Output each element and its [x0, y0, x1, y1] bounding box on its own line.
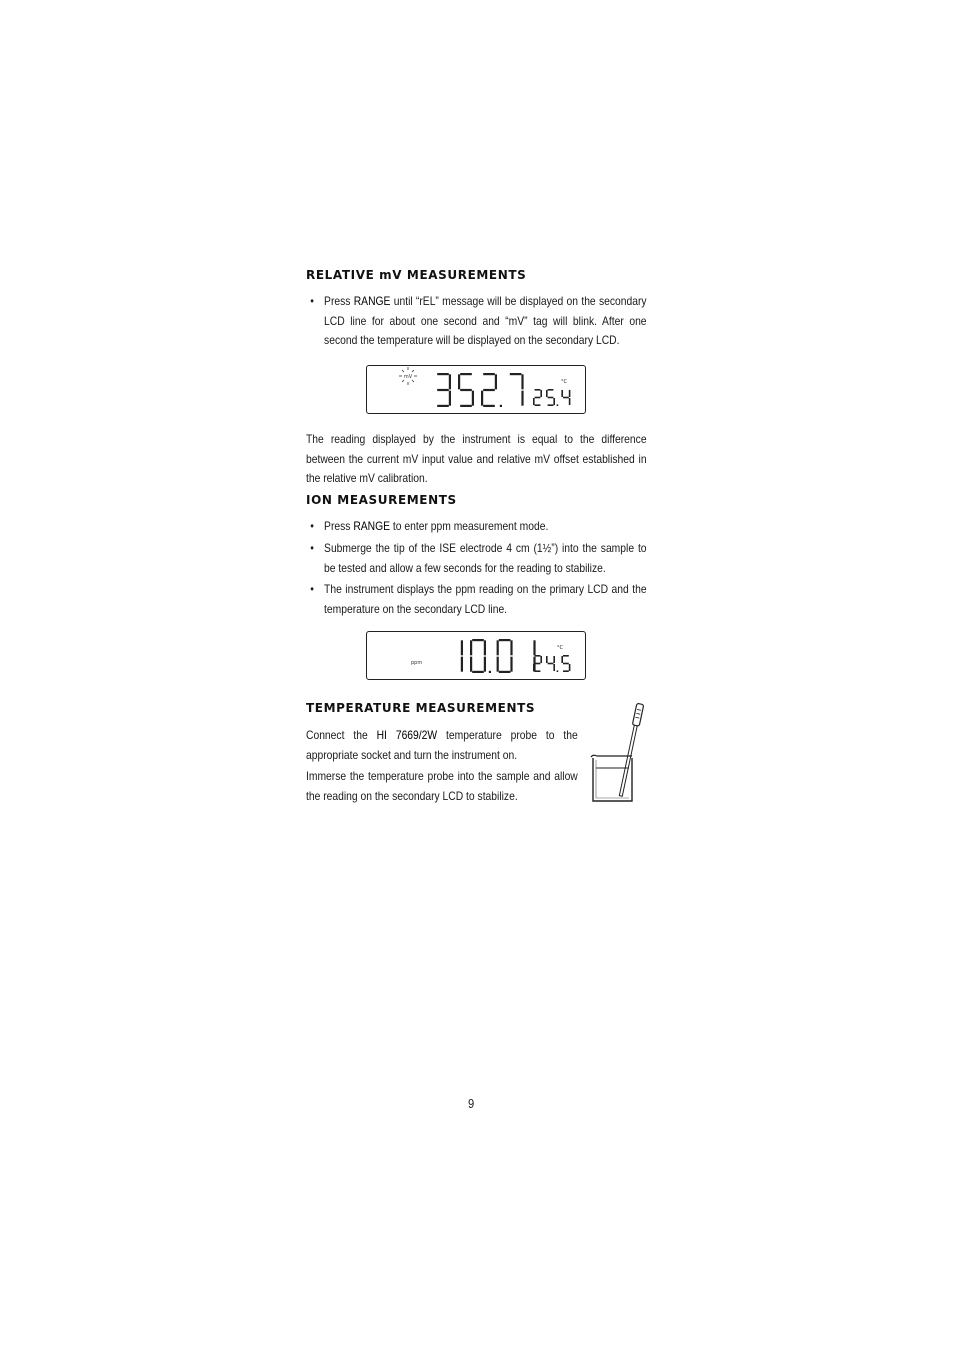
segment-a [499, 639, 511, 641]
segment-g [535, 397, 541, 399]
segment-b [449, 374, 451, 389]
segment-f [458, 374, 460, 389]
segment-b [533, 640, 535, 655]
list-item [306, 580, 647, 619]
segment-d [437, 405, 449, 407]
segment-a [510, 373, 522, 375]
segment-c [553, 664, 555, 671]
segment-d [499, 671, 511, 673]
bullet-icon: • [310, 519, 314, 533]
segment-b [461, 640, 463, 655]
mv-blink-icon [399, 367, 417, 385]
segment-b [510, 640, 512, 655]
segment-c [569, 664, 571, 671]
section-heading-relative-mv: RELATIVE mV MEASUREMENTS [306, 268, 527, 282]
segment-f [546, 656, 548, 663]
segment-g [548, 663, 554, 665]
lcd-primary-value [461, 639, 536, 673]
segment-c [521, 391, 523, 406]
segment-e [533, 398, 535, 405]
decimal-point [489, 671, 491, 673]
segment-f [561, 390, 563, 397]
segment-g [563, 663, 569, 665]
segment-d [563, 670, 569, 672]
text: until “rEL” message will be displayed on the secondary LCD line for about one second and “mV” tag will blink. After one second the temperature will be displayed on the secondary LCD. [324, 294, 647, 347]
list-item [306, 292, 647, 351]
segment-c [449, 391, 451, 406]
segment-b [540, 390, 542, 397]
text: temperature probe to the appropriate socket and turn the instrument on. [306, 728, 578, 762]
segment-c [553, 398, 555, 405]
segment-e [470, 657, 472, 672]
text: The instrument displays the ppm reading on the primary LCD and the temperature on the secondary LCD line. [324, 582, 647, 616]
body-paragraph: Immerse the temperature probe into the sample and allow the reading on the secondary LCD to stabilize. [306, 769, 578, 803]
segment-a [563, 655, 569, 657]
segment-e [533, 664, 535, 671]
segment-g [535, 663, 541, 665]
list-item [306, 539, 647, 578]
svg-text:mV: mV [403, 374, 413, 380]
segment-d [483, 405, 495, 407]
segment-a [437, 373, 449, 375]
segment-a [483, 373, 495, 375]
decimal-point [557, 404, 559, 406]
segment-c [472, 391, 474, 406]
segment-g [548, 397, 554, 399]
text: Press [324, 519, 354, 533]
segment-c [461, 657, 463, 672]
lcd-display-mv [366, 365, 586, 414]
bullet-icon: • [310, 294, 314, 308]
beaker-probe-icon [588, 702, 658, 806]
segment-b [484, 640, 486, 655]
segment-f [470, 640, 472, 655]
lcd-segments [367, 366, 585, 413]
text: to enter ppm measurement mode. [390, 519, 549, 533]
segment-b [495, 374, 497, 389]
list-item [306, 517, 647, 537]
segment-c [484, 657, 486, 672]
key-name: RANGE [353, 519, 391, 533]
celsius-unit: °C [557, 645, 563, 651]
segment-e [497, 657, 499, 672]
body-paragraph: The reading displayed by the instrument is equal to the difference between the current mV input value and relative mV offset established in the relative mV calibration. [306, 432, 647, 485]
key-name: RANGE [353, 294, 391, 308]
celsius-unit: °C [561, 379, 567, 385]
lcd-primary-value [437, 373, 523, 407]
segment-g [437, 389, 449, 391]
page-number: 9 [468, 1096, 475, 1111]
section-heading-ion: ION MEASUREMENTS [306, 493, 457, 507]
segment-g [483, 389, 495, 391]
segment-e [481, 391, 483, 406]
text: Submerge the tip of the ISE electrode 4 cm (1½”) into the sample to be tested and allow a few seconds for the reading to stabilize. [324, 541, 647, 575]
segment-a [535, 389, 541, 391]
section-heading-temperature: TEMPERATURE MEASUREMENTS [306, 701, 536, 715]
text: Press [324, 294, 354, 308]
segment-a [548, 389, 554, 391]
segment-d [535, 670, 541, 672]
segment-c [510, 657, 512, 672]
segment-d [460, 405, 472, 407]
segment-f [546, 390, 548, 397]
ppm-tag: ppm [411, 660, 423, 666]
lcd-display-ppm [366, 631, 586, 680]
decimal-point [557, 670, 559, 672]
segment-f [497, 640, 499, 655]
text: Connect the [306, 728, 377, 742]
segment-d [548, 404, 554, 406]
segment-b [540, 656, 542, 663]
probe-model: HI 7669/2W [376, 728, 438, 742]
body-paragraph [306, 726, 578, 765]
segment-a [472, 639, 484, 641]
segment-g [460, 389, 472, 391]
bullet-icon: • [310, 541, 314, 555]
segment-f [561, 656, 563, 663]
segment-b [521, 374, 523, 389]
segment-d [472, 671, 484, 673]
lcd-secondary-value [533, 389, 570, 406]
segment-a [460, 373, 472, 375]
bullet-icon: • [310, 582, 314, 596]
segment-c [569, 398, 571, 405]
lcd-secondary-value [533, 655, 570, 672]
segment-g [563, 397, 569, 399]
lcd-segments [367, 632, 585, 679]
segment-b [569, 390, 571, 397]
segment-d [535, 404, 541, 406]
segment-b [553, 656, 555, 663]
decimal-point [500, 405, 502, 407]
segment-a [535, 655, 541, 657]
